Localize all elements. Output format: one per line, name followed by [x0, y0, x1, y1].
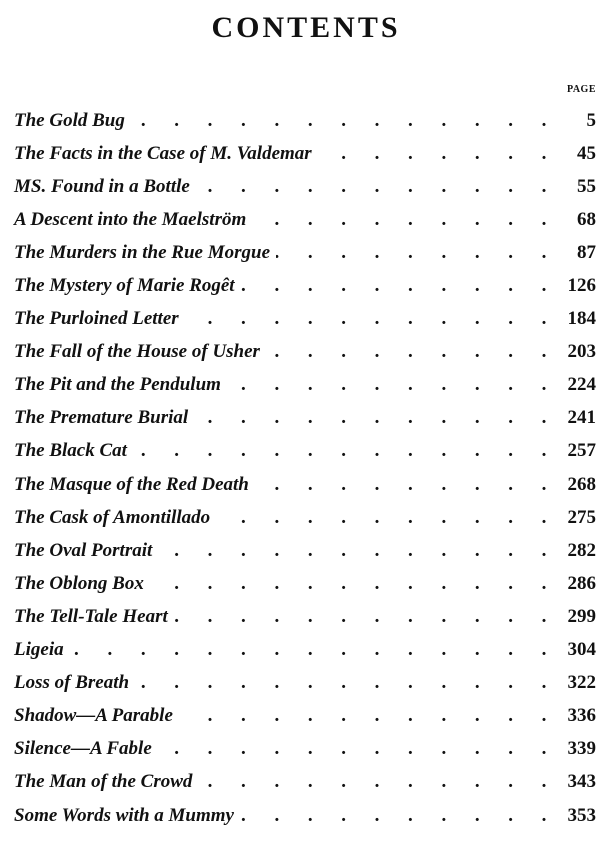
toc-entry-page: 339 [567, 738, 596, 760]
toc-entry-page: 304 [567, 639, 596, 661]
table-of-contents [14, 104, 596, 832]
dot-leader [216, 506, 550, 530]
dot-leader [135, 671, 550, 695]
toc-entry-page: 322 [567, 672, 596, 694]
toc-entry-page: 268 [567, 473, 596, 495]
dot-leader [133, 439, 550, 463]
toc-entry-title: The Mystery of Marie Rogêt [14, 274, 241, 298]
dot-leader [241, 274, 550, 298]
toc-entry-title: The Purloined Letter [14, 307, 185, 331]
toc-entry-page: 299 [567, 605, 596, 627]
dot-leader [158, 737, 550, 761]
dot-leader [194, 406, 550, 430]
toc-entry-title: The Man of the Crowd [14, 770, 198, 794]
toc-entry-title: The Black Cat [14, 439, 133, 463]
toc-entry-page: 126 [567, 275, 596, 297]
toc-entry-title: The Fall of the House of Usher [14, 340, 266, 364]
toc-entry-title: The Oval Portrait [14, 539, 158, 563]
toc-entry-title: Loss of Breath [14, 671, 135, 695]
toc-entry [14, 435, 596, 468]
dot-leader [150, 572, 550, 596]
toc-entry [14, 236, 596, 269]
toc-entry [14, 468, 596, 501]
toc-entry [14, 799, 596, 832]
toc-entry-page: 282 [567, 539, 596, 561]
toc-entry-page: 68 [577, 208, 596, 230]
toc-entry [14, 203, 596, 236]
toc-entry [14, 402, 596, 435]
dot-leader [185, 307, 550, 331]
toc-entry-title: The Pit and the Pendulum [14, 373, 227, 397]
toc-entry [14, 137, 596, 170]
toc-entry-page: 257 [567, 440, 596, 462]
toc-entry-title: Ligeia [14, 638, 70, 662]
toc-entry-page: 241 [567, 407, 596, 429]
dot-leader [196, 175, 550, 199]
toc-entry-title: The Cask of Amontillado [14, 506, 216, 530]
toc-entry [14, 634, 596, 667]
toc-entry-title: Some Words with a Mummy [14, 804, 240, 828]
toc-entry-page: 87 [577, 241, 596, 263]
toc-entry [14, 567, 596, 600]
toc-entry-page: 224 [567, 374, 596, 396]
toc-entry-title: MS. Found in a Bottle [14, 175, 196, 199]
toc-entry [14, 104, 596, 137]
toc-entry-title: Silence—A Fable [14, 737, 158, 761]
toc-entry-page: 184 [567, 308, 596, 330]
toc-entry [14, 369, 596, 402]
toc-entry [14, 303, 596, 336]
dot-leader [198, 770, 550, 794]
page-column-label: PAGE [566, 84, 596, 95]
toc-entry-page: 203 [567, 341, 596, 363]
dot-leader [255, 473, 550, 497]
toc-entry [14, 336, 596, 369]
dot-leader [266, 340, 550, 364]
dot-leader [174, 605, 550, 629]
toc-entry-title: Shadow—A Parable [14, 704, 179, 728]
toc-entry [14, 501, 596, 534]
dot-leader [70, 638, 550, 662]
toc-entry-page: 343 [567, 771, 596, 793]
toc-entry [14, 667, 596, 700]
toc-entry-title: The Masque of the Red Death [14, 473, 255, 497]
toc-entry-page: 286 [567, 572, 596, 594]
toc-entry [14, 170, 596, 203]
toc-entry [14, 700, 596, 733]
toc-entry-title: The Facts in the Case of M. Valdemar [14, 142, 318, 166]
toc-entry-page: 55 [577, 175, 596, 197]
toc-entry-page: 336 [567, 705, 596, 727]
toc-entry [14, 269, 596, 302]
dot-leader [158, 539, 550, 563]
dot-leader [240, 804, 550, 828]
toc-entry-page: 5 [586, 109, 596, 131]
dot-leader [252, 208, 550, 232]
dot-leader [318, 142, 550, 166]
toc-entry-title: The Premature Burial [14, 406, 194, 430]
dot-leader [227, 373, 550, 397]
toc-entry [14, 766, 596, 799]
dot-leader [179, 704, 550, 728]
toc-entry-page: 275 [567, 506, 596, 528]
toc-entry-title: The Oblong Box [14, 572, 150, 596]
page-title: CONTENTS [211, 11, 401, 44]
toc-entry [14, 600, 596, 633]
toc-entry-page: 45 [577, 142, 596, 164]
dot-leader [276, 241, 550, 265]
toc-entry-title: The Tell-Tale Heart [14, 605, 174, 629]
toc-entry-title: The Gold Bug [14, 109, 131, 133]
toc-entry-title: The Murders in the Rue Morgue [14, 241, 276, 265]
toc-entry [14, 733, 596, 766]
toc-entry-page: 353 [567, 804, 596, 826]
toc-entry-title: A Descent into the Maelström [14, 208, 252, 232]
toc-entry [14, 534, 596, 567]
dot-leader [131, 109, 550, 133]
